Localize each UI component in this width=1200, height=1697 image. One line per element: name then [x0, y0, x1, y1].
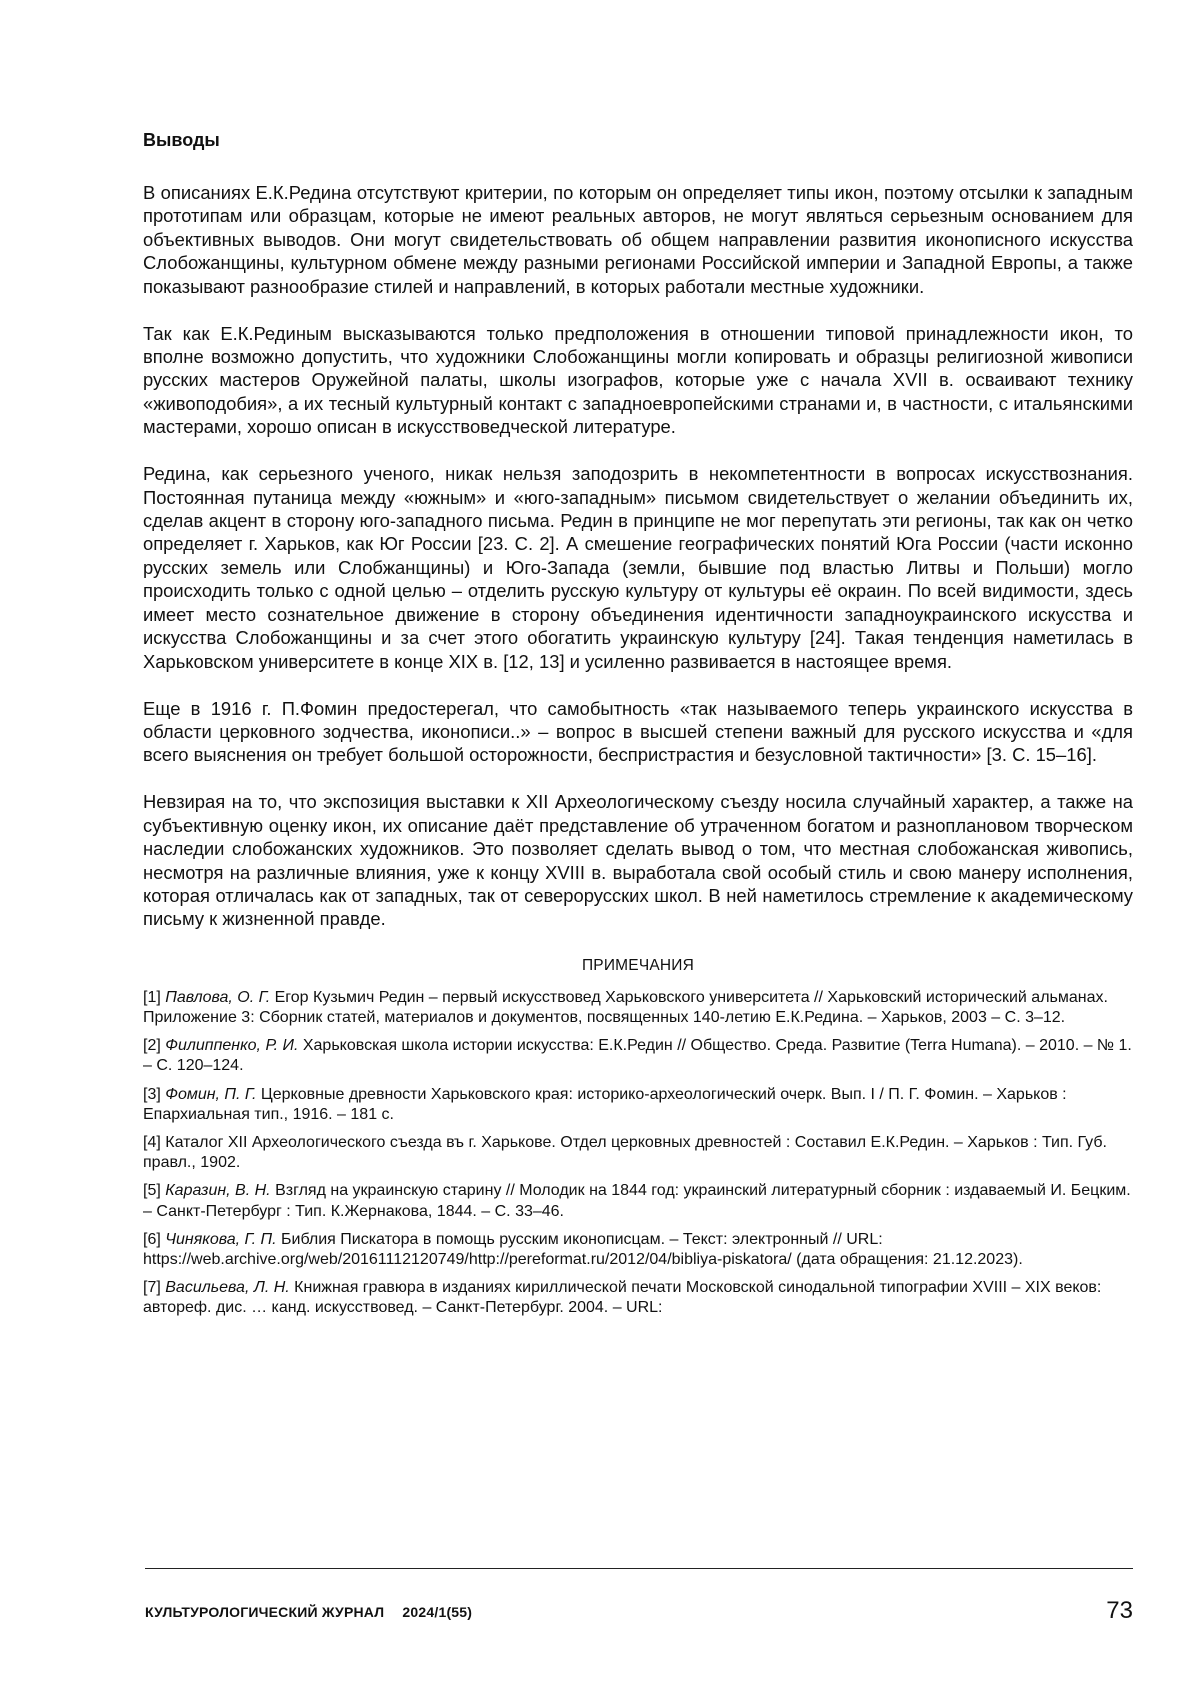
- article-body: [143, 181, 1133, 1327]
- journal-issue: 2024/1(55): [402, 1604, 473, 1620]
- paragraph: Редина, как серьезного ученого, никак нельзя заподозрить в некомпетентности в вопросах искусствознания. Постоянная путаница между «южным» и «юго-западным» письмом свидетельствует о желании объединить их, сделав акцент в сторону юго-западного письма. Редин в принципе не мог перепутать эти регионы, так как он четко определяет г. Харьков, как Юг России [23. С. 2]. А смешение географических понятий Юга России (части исконно русских земель или Слобжанщины) и Юго-Запада (земли, бывшие под властью Литвы и Польши) могло происходить только с одной целью – отделить русскую культуру от культуры её окраин. По всей видимости, здесь имеет место сознательное движение в сторону объединения идентичности западноукраинского искусства и искусства Слобожанщины и за счет этого обогатить украинскую культуру [24]. Такая тенденция наметилась в Харьковском университете в конце XIX в. [12, 13] и усиленно развивается в настоящее время.: [143, 463, 1133, 672]
- note-number: [5]: [143, 1182, 161, 1200]
- note-item: [143, 1230, 1133, 1270]
- note-text: Церковные древности Харьковского края: историко-археологический очерк. Вып. I / П. Г. Фомин. – Харьков : Епархиальная тип., 1916. – 181 с.: [143, 1085, 1067, 1123]
- note-author: Филиппенко, Р. И.: [165, 1037, 299, 1055]
- note-item: [143, 1036, 1133, 1076]
- paragraph: В описаниях Е.К.Редина отсутствуют критерии, по которым он определяет типы икон, поэтому отсылки к западным прототипам или образцам, которые не имеют реальных авторов, не могут являться серьезным основанием для объективных выводов. Они могут свидетельствовать об общем направлении развития иконописного искусства Слобожанщины, культурном обмене между разными регионами Российской империи и Западной Европы, а также показывают разнообразие стилей и направлений, в которых работали местные художники.: [143, 182, 1133, 297]
- note-item: [143, 988, 1133, 1028]
- notes-list: [143, 988, 1133, 1319]
- note-number: [1]: [143, 988, 161, 1006]
- note-author: Чинякова, Г. П.: [165, 1230, 277, 1248]
- section-heading: Выводы: [143, 130, 220, 150]
- note-number: [6]: [143, 1230, 161, 1248]
- note-item: [143, 1181, 1133, 1221]
- note-text: Каталог XII Археологического съезда въ г. Харькове. Отдел церковных древностей : Составил Е.К.Редин. – Харьков : Тип. Губ. правл., 1902.: [143, 1133, 1107, 1172]
- note-number: [4]: [143, 1133, 161, 1151]
- note-number: [2]: [143, 1037, 161, 1055]
- note-author: Фомин, П. Г.: [165, 1085, 257, 1103]
- paragraph: Так как Е.К.Рединым высказываются только предположения в отношении типовой принадлежности икон, то вполне возможно допустить, что художники Слобожанщины могли копировать и образцы религиозной живописи русских мастеров Оружейной палаты, школы изографов, которые уже с начала XVII в. осваивают технику «живоподобия», а их тесный культурный контакт с западноевропейскими странами и, в частности, с итальянскими мастерами, хорошо описан в искусствоведческой литературе.: [143, 322, 1133, 438]
- note-item: [143, 1085, 1133, 1125]
- note-author: Павлова, О. Г.: [165, 988, 271, 1006]
- note-item: [143, 1133, 1133, 1173]
- paragraph: Еще в 1916 г. П.Фомин предостерегал, что самобытность «так называемого теперь украинского искусства в области церковного зодчества, иконописи..» – вопрос в высшей степени важный для русского искусства и «для всего выяснения он требует большой осторожности, беспристрастия и безусловной тактичности» [3. С. 15–16].: [143, 697, 1133, 766]
- note-author: Каразин, В. Н.: [165, 1182, 271, 1200]
- note-text: Библия Пискатора в помощь русским иконописцам. – Текст: электронный // URL: https://web.archive.org/web/20161112120749/http://pereformat.ru/2012/04/bibliya-piskatora/ (дата обращения: 21.12.2023).: [143, 1230, 1023, 1268]
- footer-divider: [145, 1568, 1133, 1569]
- note-author: Васильева, Л. Н.: [165, 1279, 290, 1297]
- note-text: Егор Кузьмич Редин – первый искусствовед Харьковского университета // Харьковский исторический альманах. Приложение 3: Сборник статей, материалов и документов, посвященных 140-летию Е.К.Редина. – Харьков, 2003 – С. 3–12.: [143, 988, 1108, 1026]
- footer-journal-info: [145, 1604, 472, 1620]
- notes-title: ПРИМЕЧАНИЯ: [581, 957, 695, 975]
- note-text: Взгляд на украинскую старину // Молодик на 1844 год: украинский литературный сборник : издаваемый И. Бецким. – Санкт-Петербург : Тип. К.Жернакова, 1844. – С. 33–46.: [143, 1182, 1131, 1220]
- journal-title: КУЛЬТУРОЛОГИЧЕСКИЙ ЖУРНАЛ: [145, 1604, 385, 1620]
- note-text: Книжная гравюра в изданиях кириллической печати Московской синодальной типографии XVIII – XIX веков: автореф. дис. … канд. искусствовед. – Санкт-Петербург. 2004. – URL:: [143, 1279, 1102, 1317]
- note-text: Харьковская школа истории искусства: Е.К.Редин // Общество. Среда. Развитие (Terra Humana). – 2010. – № 1. – С. 120–124.: [143, 1037, 1132, 1075]
- page-number: 73: [1106, 1597, 1133, 1624]
- paragraph: Невзирая на то, что экспозиция выставки к XII Археологическому съезду носила случайный характер, а также на субъективную оценку икон, их описание даёт представление об утраченном богатом и разноплановом творческом наследии слобожанских художников. Это позволяет сделать вывод о том, что местная слобожанская живопись, несмотря на различные влияния, уже к концу XVIII в. выработала свой особый стиль и свою манеру исполнения, которая отличалась как от западных, так от северорусских школ. В ней наметилось стремление к академическому письму к жизненной правде.: [143, 791, 1133, 930]
- note-number: [3]: [143, 1085, 161, 1103]
- note-item: [143, 1278, 1133, 1318]
- note-number: [7]: [143, 1279, 161, 1297]
